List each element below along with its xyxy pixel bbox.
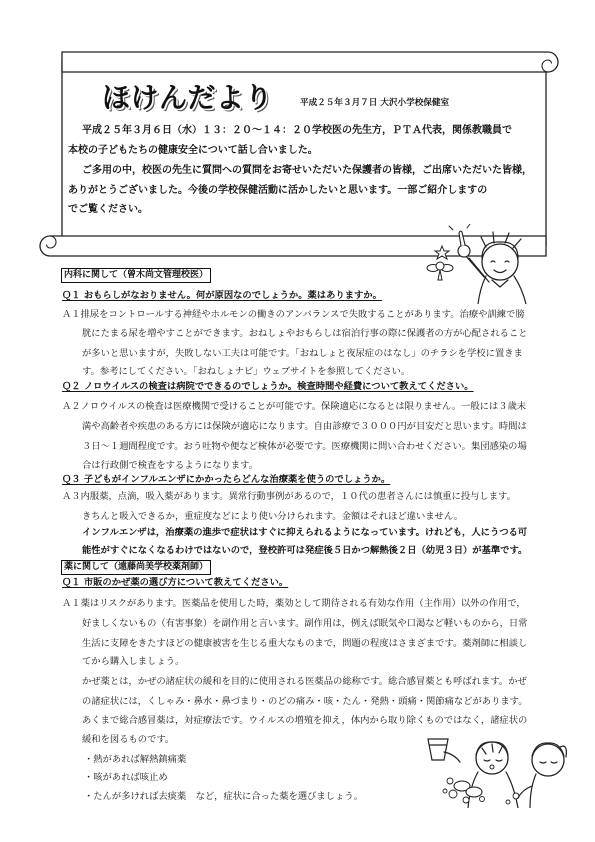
section-heading-internal-medicine: 内科に関して（曾木尚文管理校医） — [61, 268, 211, 283]
answer-line: す。参考にしてください。「おねしょナビ」ウェブサイトを参照してください。 — [82, 366, 411, 377]
answer-line: 好ましくないもの（有害事象）を副作用と言います。副作用は，例えば眠気や口渇など軽いものから，日常 — [82, 618, 528, 629]
fairy-figure — [427, 262, 453, 280]
answer-line: かぜ薬とは，かぜの諸症状の緩和を目的に使用される医薬品の総称です。総合感冒薬とも呼ばれます。かぜ — [82, 676, 527, 687]
issue-date-and-school: 平成２５年３月７日 大沢小学校保健室 — [300, 98, 450, 108]
answer-line: が多いと思いますが，失敗しない工夫は可能です。「おねしょと夜尿症のはなし」のチラシを学校に置きま — [82, 348, 523, 359]
bullet-item: ・咳があれば咳止め — [84, 772, 168, 783]
bullet-item: ・たんが多ければ去痰薬 など，症状に合った薬を選びましょう。 — [84, 791, 363, 802]
answer-line: てから購入しましょう。 — [82, 656, 185, 667]
answer-line: 能性がすぐになくなるわけではないので，登校許可は発症後５日かつ解熱後２日（幼児３日）が基準です。 — [82, 545, 528, 556]
sparkle-star — [435, 246, 449, 259]
question: Ｑ１ おもらしがなおりません。何が原因なのでしょうか。薬はありますか。 — [62, 290, 382, 301]
answer-line: 合は行政側で検査をするようになります。 — [82, 460, 258, 471]
answer-line: インフルエンザは，治療薬の進歩で症状はすぐに抑えられるようになっています。けれども，人にうつる可 — [82, 527, 528, 538]
answer-line: あくまで総合感冒薬は，対症療法です。ウイルスの増殖を抑え，体内から取り除くものではなく，諸症状の — [82, 715, 528, 726]
child-pointing-illustration — [420, 224, 542, 304]
child-head — [532, 744, 564, 776]
intro-line: でご覧ください。 — [68, 204, 148, 215]
answer-line: 満や高齢者や疾患のある方には保険が適応になります。自由診療で３０００円が目安だと思います。時間は — [82, 421, 527, 432]
intro-line: 本校の子どもたちの健康安全について話し合いました。 — [68, 145, 318, 156]
answer-line: 緩和を図るものです。 — [82, 734, 175, 745]
question: Ｑ２ ノロウイルスの検査は病院でできるのでしょうか。検査時間や経費について教えてください。 — [62, 381, 474, 392]
answer-line: 胱にたまる尿を増やすことができます。おねしょやおもらしは宿泊行事の際に保護者の方が心配されること — [82, 328, 528, 339]
answer-line: Ａ２ノロウイルスの検査は医療機関で受けることが可能です。保険適応になるとは限りません。一般には３歳未 — [62, 401, 527, 412]
child-head — [482, 244, 518, 280]
page-title: ほけんだより — [102, 81, 274, 114]
handwashing-children-illustration — [420, 736, 568, 808]
answer-line: ３日～１週間程度です。おう吐物や便など検体が必要です。医療機関に問い合わせください。集団感染の場 — [82, 441, 527, 452]
water-glass — [428, 739, 448, 760]
intro-line: 平成２５年３月６日（水）１３：２０～１４：２０学校医の先生方，ＰＴＡ代表，関係教職員で — [82, 125, 512, 136]
question: Ｑ１ 市販のかぜ薬の選び方について教えてください。 — [62, 577, 289, 588]
answer-line: Ａ１薬はリスクがあります。医薬品を使用した時，薬効として期待される有効な作用（主作用）以外の作用で， — [62, 598, 526, 609]
intro-line: ありがとうございました。今後の学校保健活動に活かしたいと思います。一部ご紹介しますの — [68, 185, 488, 196]
bullet-item: ・熱があれば解熱鎮痛薬 — [84, 754, 187, 765]
section-heading-medicine: 薬に関して（遠藤尚美学校薬剤師） — [61, 560, 211, 575]
intro-line: ご多用の中，校医の先生に質問への質問をお寄せいただいた保護者の皆様，ご出席いただいた皆様， — [82, 165, 532, 176]
soapy-hands — [454, 781, 482, 797]
answer-line: Ａ１排尿をコントロールする神経やホルモンの働きのアンバランスで失敗することがあります。治療や訓練で膀 — [62, 309, 525, 320]
answer-line: の諸症状には，くしゃみ・鼻水・鼻づまり・のどの痛み・咳・たん・発熱・頭痛・関節痛などがあります。 — [82, 696, 528, 707]
answer-line: Ａ３内服薬，点滴，吸入薬があります。異常行動事例があるので，１０代の患者さんには慎重に投与します。 — [62, 491, 516, 502]
answer-line: きちんと吸入できるか，重症度などにより使い分けられます。金額はそれほど違いません。 — [82, 511, 463, 522]
answer-line: 生活に支障をきたすほどの健康被害を生じる重大なものまで，問題の程度はさまざまです。薬剤師に相談し — [82, 638, 528, 649]
question: Ｑ３ 子どもがインフルエンザにかかったらどんな治療薬を使うのでしょうか。 — [62, 474, 391, 485]
